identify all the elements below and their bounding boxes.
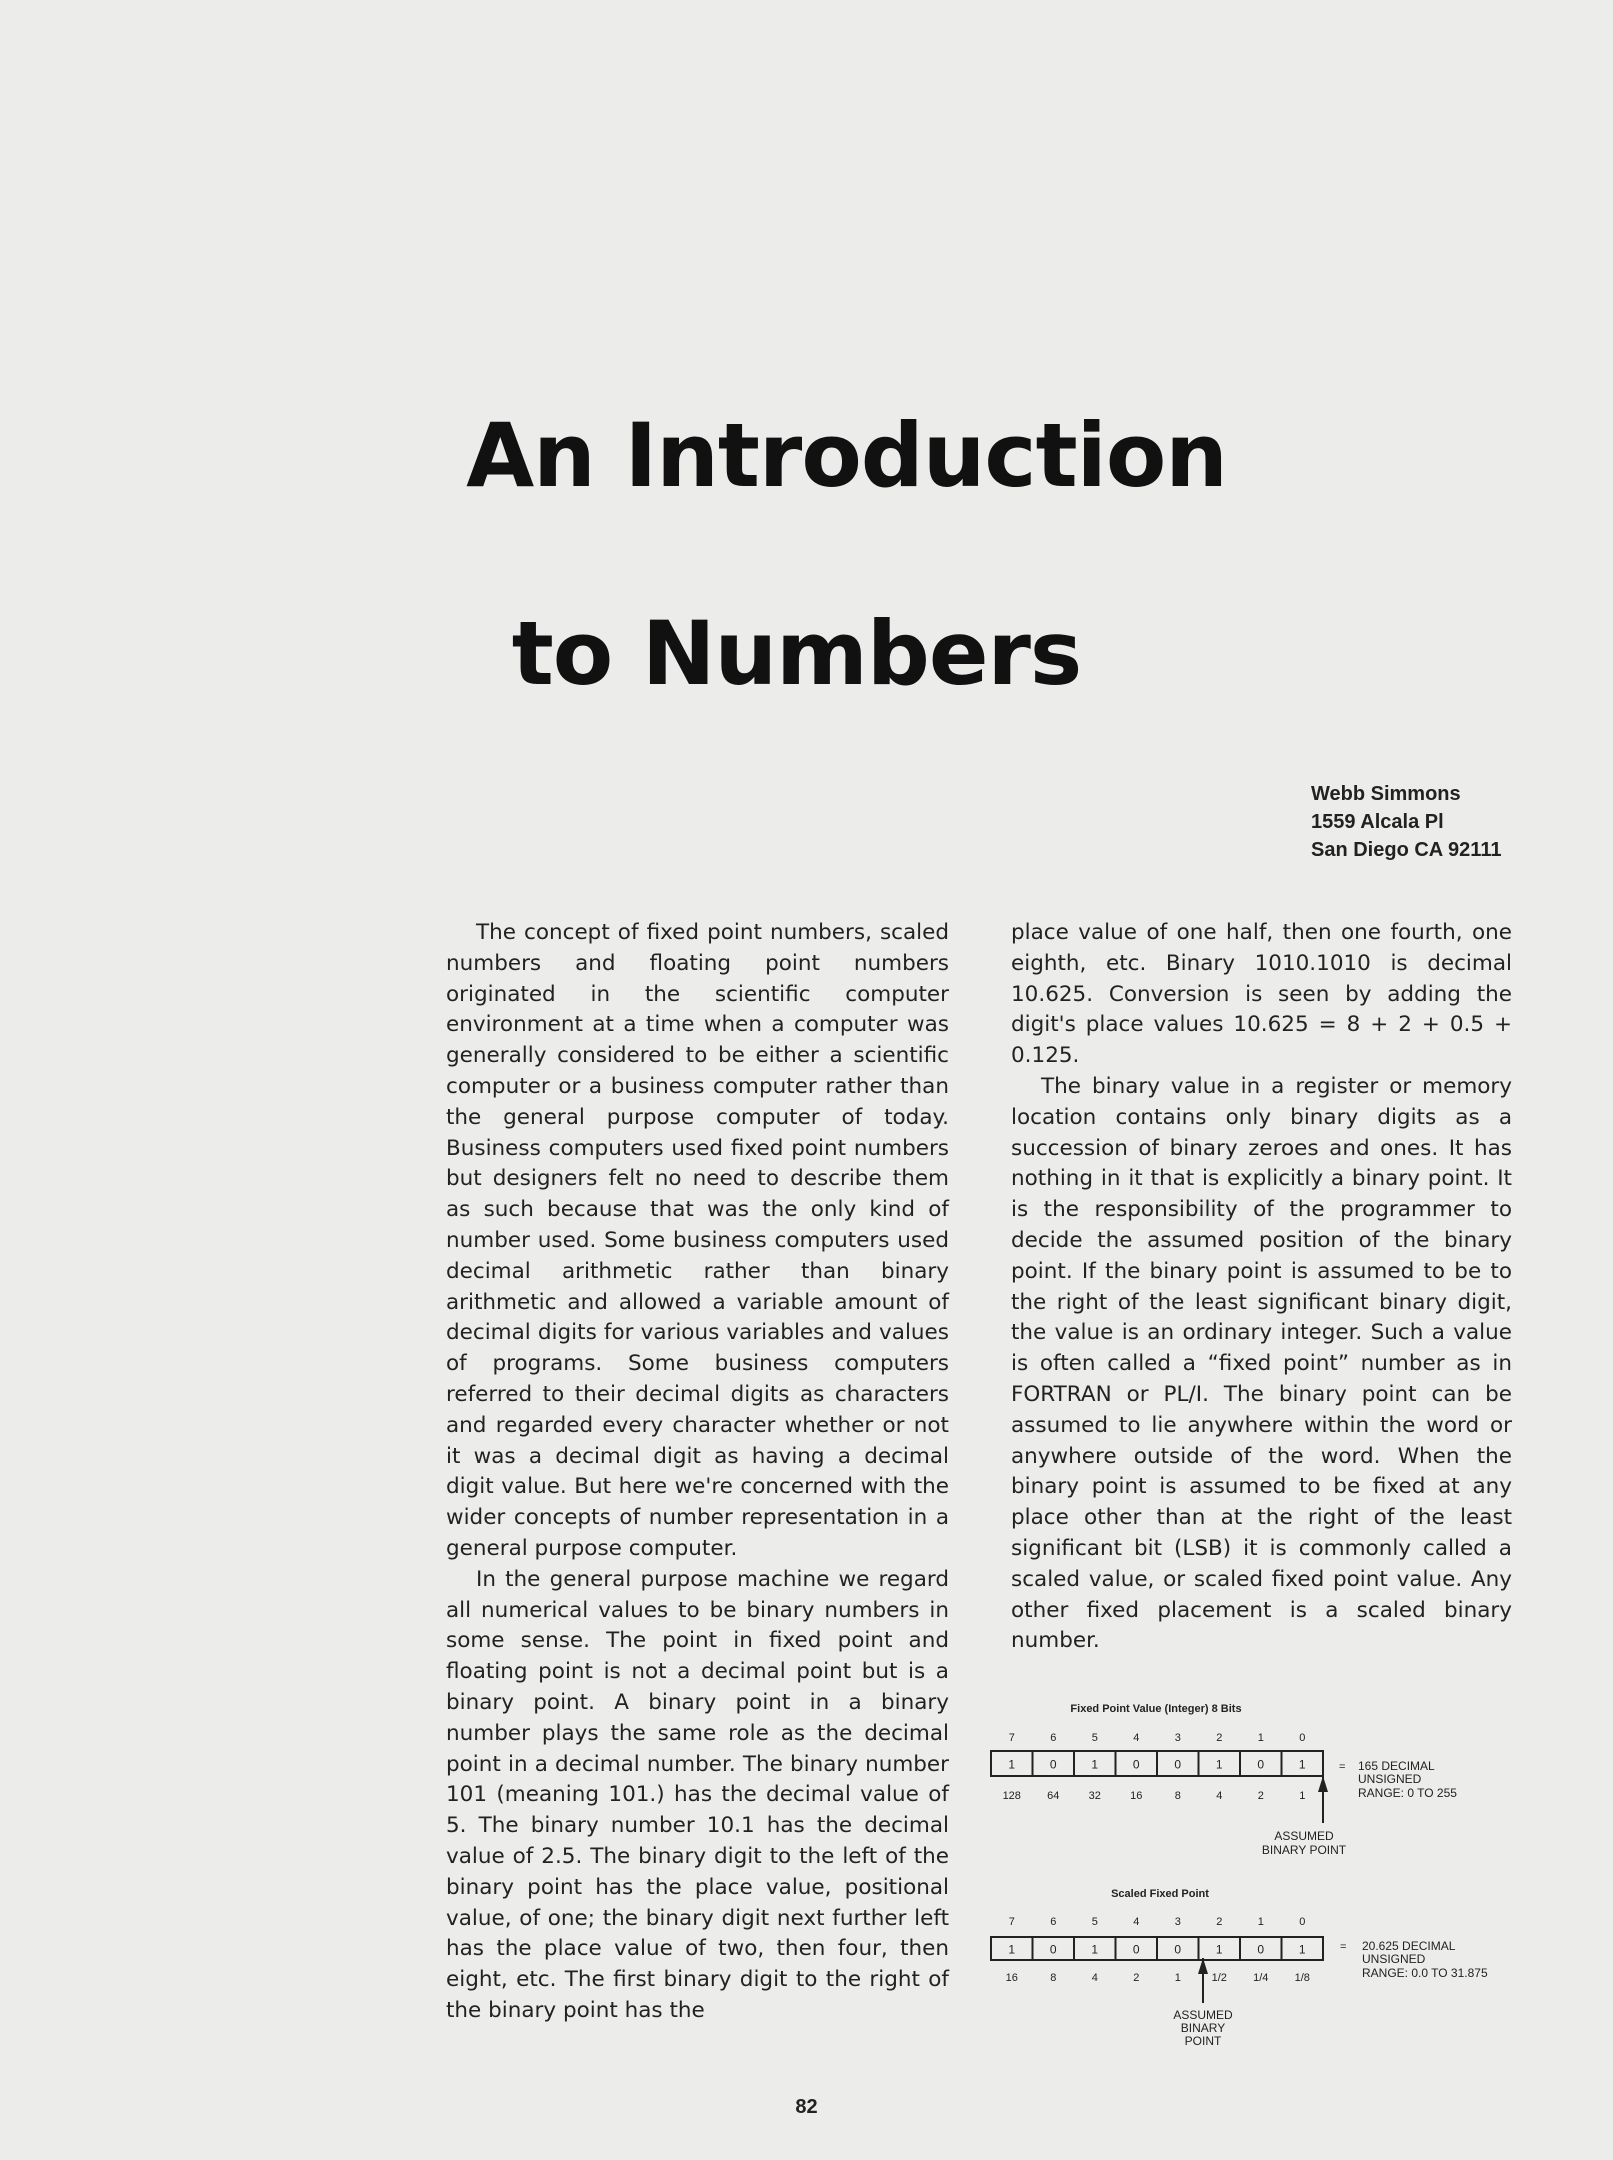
figure1-caption: Fixed Point Value (Integer) 8 Bits xyxy=(1070,1703,1242,1715)
figure1-result-line-2: UNSIGNED xyxy=(1358,1772,1422,1786)
fig1-bit-value: 1 xyxy=(1008,1757,1016,1772)
fig2-bit-value: 1 xyxy=(1298,1942,1306,1957)
figure1-result-line-1: 165 DECIMAL xyxy=(1358,1759,1435,1773)
figure2-pointer-label-1: ASSUMED xyxy=(1173,2008,1233,2022)
figure2-pointer-label-3: POINT xyxy=(1184,2034,1222,2048)
author-street: 1559 Alcala Pl xyxy=(1311,811,1444,833)
fig1-place-value: 2 xyxy=(1257,1790,1264,1802)
page-number: 82 xyxy=(795,2096,818,2118)
fig1-bit-value: 0 xyxy=(1049,1757,1057,1772)
fig1-bit-value: 0 xyxy=(1132,1757,1140,1772)
fig2-place-value: 1/4 xyxy=(1253,1972,1269,1984)
fig1-position-label: 1 xyxy=(1257,1732,1264,1744)
figure1-result-line-3: RANGE: 0 TO 255 xyxy=(1358,1786,1457,1800)
fig1-bit-value: 0 xyxy=(1257,1757,1265,1772)
figure2-pointer-arrow xyxy=(1198,1958,1208,2003)
fig1-bit-value: 1 xyxy=(1091,1757,1099,1772)
fig1-position-label: 0 xyxy=(1299,1732,1306,1744)
fig2-bit-value: 0 xyxy=(1174,1942,1182,1957)
fig2-bit-value: 1 xyxy=(1215,1942,1223,1957)
fig2-place-value: 1/8 xyxy=(1294,1972,1310,1984)
fig2-position-label: 1 xyxy=(1257,1916,1264,1928)
fig2-place-value: 2 xyxy=(1133,1972,1140,1984)
figure1-pointer-arrow xyxy=(1318,1776,1328,1823)
figure-fixed-point xyxy=(991,1703,1457,1857)
fig1-place-value: 4 xyxy=(1216,1790,1223,1802)
fig2-bit-value: 1 xyxy=(1091,1942,1099,1957)
figure1-pointer-label-1: ASSUMED xyxy=(1274,1829,1334,1843)
fig1-position-label: 3 xyxy=(1174,1732,1181,1744)
fig1-place-value: 32 xyxy=(1088,1790,1101,1802)
fig1-place-value: 64 xyxy=(1047,1790,1060,1802)
fig1-position-label: 6 xyxy=(1050,1732,1057,1744)
fig2-position-label: 5 xyxy=(1091,1916,1098,1928)
figure1-equals: = xyxy=(1339,1761,1346,1773)
title-line-1: An Introduction xyxy=(466,404,1227,507)
fig2-position-label: 6 xyxy=(1050,1916,1057,1928)
fig2-bit-value: 0 xyxy=(1257,1942,1265,1957)
figure-scaled-fixed-point xyxy=(991,1888,1488,2048)
left-paragraph-1: The concept of fixed point numbers, scaled numbers and floating point numbers originated in the scientific computer environment at a time when a computer was generally considered to be either a scientific computer or a business computer rather than the general purpose computer of today. Business computers used fixed point numbers but designers felt no need to describe them as such because that was the only kind of number used. Some business computers used decimal arithmetic rather than binary arithmetic and allowed a variable amount of decimal digits for various variables and values of programs. Some business computers referred to their decimal digits as characters and regarded every character whether or not it was a decimal digit as having a decimal digit value. But here we're concerned with the wider concepts of number representation in a general purpose computer. xyxy=(446,920,949,1561)
fig1-position-label: 5 xyxy=(1091,1732,1098,1744)
fig2-place-value: 16 xyxy=(1005,1972,1018,1984)
fig2-place-value: 8 xyxy=(1050,1972,1057,1984)
fig1-place-value: 8 xyxy=(1174,1790,1181,1802)
fig1-place-value: 1 xyxy=(1299,1790,1306,1802)
figure1-pointer-label-2: BINARY POINT xyxy=(1261,1843,1347,1857)
fig2-bit-value: 1 xyxy=(1008,1942,1016,1957)
fig2-position-label: 7 xyxy=(1008,1916,1015,1928)
fig2-position-label: 3 xyxy=(1174,1916,1181,1928)
fig1-place-value: 16 xyxy=(1130,1790,1143,1802)
fig2-bit-value: 0 xyxy=(1132,1942,1140,1957)
figure2-pointer-label-2: BINARY xyxy=(1180,2021,1226,2035)
figure2-caption: Scaled Fixed Point xyxy=(1111,1888,1209,1900)
right-paragraph-2: The binary value in a register or memory location contains only binary digits as a succession of binary zeroes and ones. It has nothing in it that is explicitly a binary point. It is the responsibility of the programmer to decide the assumed position of the binary point. If the binary point is assumed to be to the right of the least significant binary digit, the value is an ordinary integer. Such a value is often called a “fixed point” number as in FORTRAN or PL/I. The binary point can be assumed to lie anywhere within the word or anywhere outside of the word. When the binary point is assumed to be fixed at any place other than at the right of the least significant bit (LSB) it is commonly called a scaled value, or scaled fixed point value. Any other fixed placement is a scaled binary number. xyxy=(1011,1073,1512,1654)
right-paragraph-1: place value of one half, then one fourth, one eighth, etc. Binary 1010.1010 is decimal 10.625. Conversion is seen by adding the digit's place values 10.625 = 8 + 2 + 0.5 + 0.125. xyxy=(1011,920,1512,1069)
fig2-position-label: 0 xyxy=(1299,1916,1306,1928)
fig1-bit-value: 1 xyxy=(1298,1757,1306,1772)
fig1-position-label: 4 xyxy=(1133,1732,1140,1744)
fig2-place-value: 1/2 xyxy=(1211,1972,1227,1984)
left-paragraph-2: In the general purpose machine we regard all numerical values to be binary numbers in some sense. The point in fixed point and floating point is not a decimal point but is a binary point. A binary point in a binary number plays the same role as the decimal point in a decimal number. The binary number 101 (meaning 101.) has the decimal value of 5. The binary number 10.1 has the decimal value of 2.5. The binary digit to the left of the binary point has the place value, positional value, of one; the binary digit next further left has the place value of two, then four, then eight, etc. The first binary digit to the right of the binary point has the xyxy=(446,1566,949,2023)
fig1-place-value: 128 xyxy=(1002,1790,1021,1802)
fig2-place-value: 1 xyxy=(1174,1972,1181,1984)
title-line-2: to Numbers xyxy=(511,602,1082,705)
fig2-position-label: 4 xyxy=(1133,1916,1140,1928)
author-city: San Diego CA 92111 xyxy=(1311,839,1502,861)
figure2-equals: = xyxy=(1340,1941,1347,1953)
figure2-result-line-1: 20.625 DECIMAL xyxy=(1362,1939,1456,1953)
figure2-result-line-3: RANGE: 0.0 TO 31.875 xyxy=(1362,1966,1488,1980)
fig1-position-label: 7 xyxy=(1008,1732,1015,1744)
fig2-place-value: 4 xyxy=(1091,1972,1098,1984)
author-name: Webb Simmons xyxy=(1311,783,1461,805)
fig2-position-label: 2 xyxy=(1216,1916,1223,1928)
fig1-bit-value: 1 xyxy=(1215,1757,1223,1772)
fig2-bit-value: 0 xyxy=(1049,1942,1057,1957)
fig1-position-label: 2 xyxy=(1216,1732,1223,1744)
fig1-bit-value: 0 xyxy=(1174,1757,1182,1772)
figure2-result-line-2: UNSIGNED xyxy=(1362,1952,1426,1966)
